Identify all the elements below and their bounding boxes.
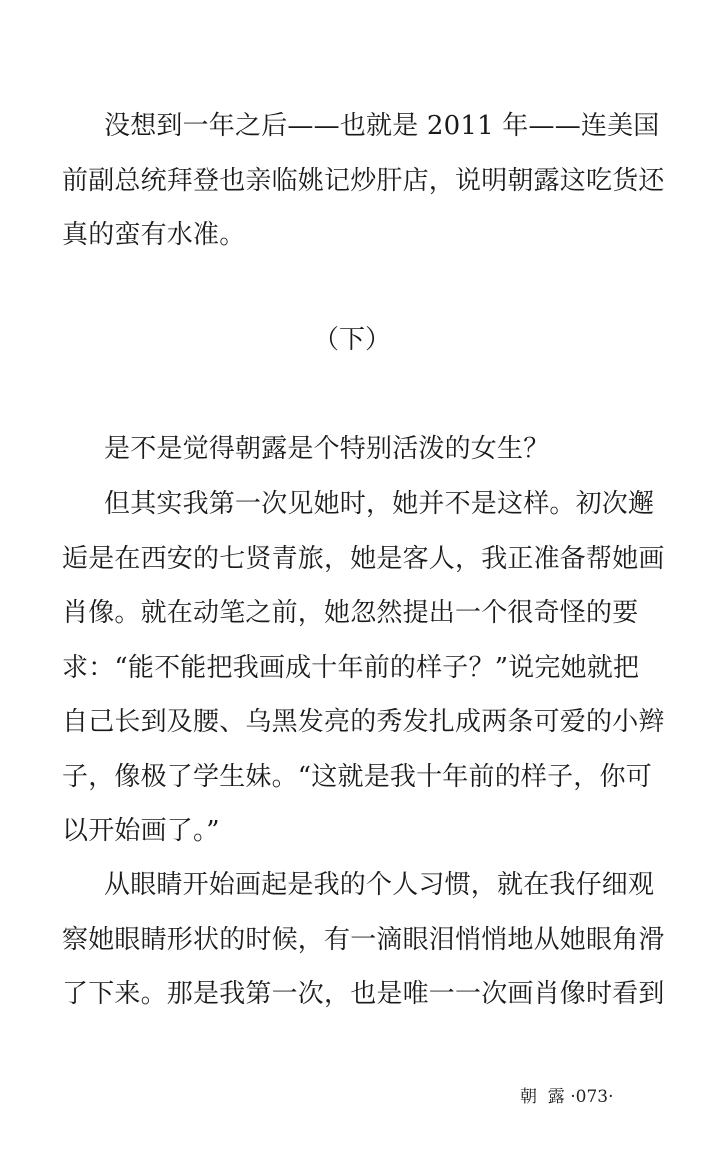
text-line: 逅是在西安的七贤青旅，她是客人，我正准备帮她画 bbox=[62, 544, 665, 574]
section-heading: （下） bbox=[312, 325, 391, 355]
text-line: 自己长到及腰、乌黑发亮的秀发扎成两条可爱的小辫 bbox=[62, 707, 665, 737]
page-number: ·073· bbox=[570, 1087, 614, 1107]
page-footer bbox=[520, 1086, 613, 1108]
text-line: 子，像极了学生妹。“这就是我十年前的样子，你可 bbox=[62, 762, 652, 792]
text-line: 以开始画了。” bbox=[62, 816, 220, 846]
text-line: 求：“能不能把我画成十年前的样子？”说完她就把 bbox=[62, 653, 640, 683]
text-line: 肖像。就在动笔之前，她忽然提出一个很奇怪的要 bbox=[62, 598, 639, 628]
text-line: 了下来。那是我第一次，也是唯一一次画肖像时看到 bbox=[62, 979, 665, 1009]
text-line: 但其实我第一次见她时，她并不是这样。初次邂 bbox=[104, 489, 655, 519]
text-line: 察她眼睛形状的时候，有一滴眼泪悄悄地从她眼角滑 bbox=[62, 925, 665, 955]
text-line: 从眼睛开始画起是我的个人习惯，就在我仔细观 bbox=[104, 870, 655, 900]
text-line: 是不是觉得朝露是个特别活泼的女生？ bbox=[104, 434, 550, 464]
text-line: 前副总统拜登也亲临姚记炒肝店，说明朝露这吃货还 bbox=[62, 166, 665, 196]
text-line: 没想到一年之后——也就是 2011 年——连美国 bbox=[104, 111, 660, 141]
running-title: 朝 露 bbox=[520, 1087, 565, 1107]
text-line: 真的蛮有水准。 bbox=[62, 220, 246, 250]
